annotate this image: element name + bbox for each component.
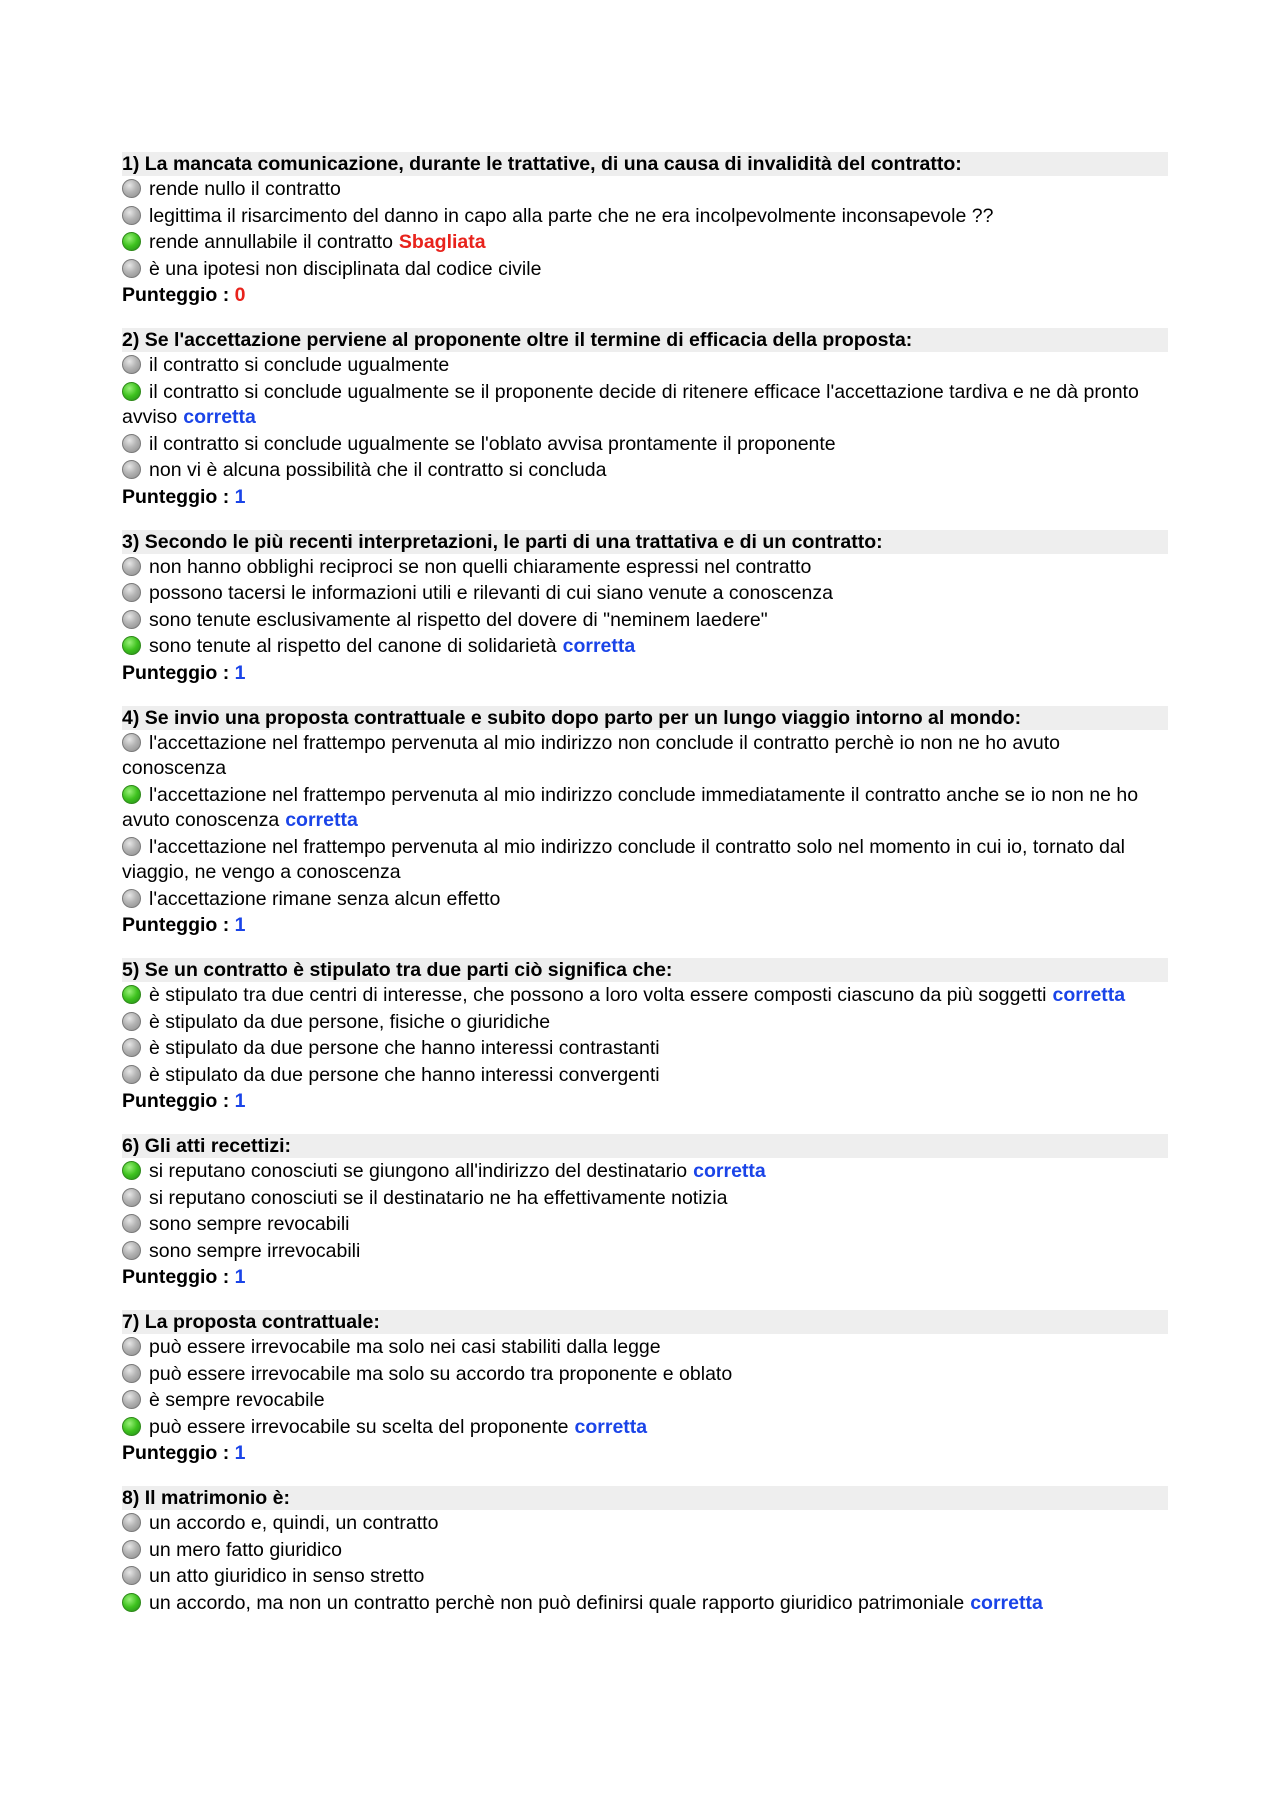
- radio-selected-icon[interactable]: [122, 985, 141, 1004]
- score-line: [122, 1441, 1168, 1466]
- question-number: 2): [122, 329, 140, 351]
- answer-option: [122, 353, 1168, 379]
- answer-text: un accordo, ma non un contratto perchè non può definirsi quale rapporto giuridico patrimoniale: [149, 1591, 965, 1614]
- answer-option: [122, 257, 1168, 283]
- answer-option: [122, 1159, 1168, 1185]
- answer-text: non hanno obblighi reciproci se non quelli chiaramente espressi nel contratto: [149, 555, 812, 578]
- answer-option: [122, 983, 1168, 1009]
- radio-unselected-icon[interactable]: [122, 1038, 141, 1057]
- radio-unselected-icon[interactable]: [122, 837, 141, 856]
- answer-text: è stipulato da due persone che hanno interessi contrastanti: [149, 1037, 660, 1059]
- radio-unselected-icon[interactable]: [122, 1241, 141, 1260]
- answer-text: può essere irrevocabile ma solo su accordo tra proponente e oblato: [149, 1362, 733, 1385]
- question-block: [122, 1134, 1168, 1290]
- answer-text: è stipulato tra due centri di interesse, che possono a loro volta essere composti ciascuno da più soggetti: [149, 984, 1047, 1006]
- question-title: [122, 1486, 1168, 1510]
- quiz-results: [122, 152, 1168, 1636]
- answer-text: è sempre revocabile: [149, 1389, 325, 1411]
- answer-option: [122, 177, 1168, 203]
- radio-selected-icon[interactable]: [122, 785, 141, 804]
- question-text: Secondo le più recenti interpretazioni, le parti di una trattativa e di un contratto:: [144, 530, 883, 553]
- score-label: Punteggio :: [122, 661, 230, 684]
- score-value: 1: [234, 914, 246, 936]
- score-value: 0: [234, 284, 246, 306]
- answer-text: sono sempre revocabili: [149, 1213, 350, 1235]
- answer-text: l'accettazione nel frattempo pervenuta al mio indirizzo conclude immediatamente il contratto anche se io non ne ho avuto conoscenza: [122, 783, 1139, 831]
- answer-text: può essere irrevocabile ma solo nei casi stabiliti dalla legge: [149, 1336, 661, 1358]
- question-text: Se un contratto è stipulato tra due parti ciò significa che:: [144, 959, 673, 981]
- question-number: 5): [122, 959, 140, 981]
- answer-option: [122, 1010, 1168, 1036]
- answer-option: [122, 1036, 1168, 1062]
- answer-text: si reputano conosciuti se il destinatario ne ha effettivamente notizia: [149, 1186, 728, 1209]
- answer-verdict: corretta: [183, 406, 256, 428]
- question-number: 3): [122, 530, 140, 553]
- answer-option: [122, 1564, 1168, 1590]
- question-block: [122, 706, 1168, 939]
- answer-text: il contratto si conclude ugualmente se l'oblato avvisa prontamente il proponente: [149, 432, 836, 455]
- answer-option: [122, 380, 1168, 431]
- radio-unselected-icon[interactable]: [122, 889, 141, 908]
- radio-selected-icon[interactable]: [122, 1161, 141, 1180]
- radio-selected-icon[interactable]: [122, 382, 141, 401]
- radio-unselected-icon[interactable]: [122, 557, 141, 576]
- answer-option: [122, 555, 1168, 581]
- radio-unselected-icon[interactable]: [122, 460, 141, 479]
- answer-option: [122, 432, 1168, 458]
- answer-option: [122, 1415, 1168, 1441]
- score-label: Punteggio :: [122, 914, 230, 936]
- answer-option: [122, 887, 1168, 913]
- score-line: [122, 485, 1168, 510]
- answer-text: è una ipotesi non disciplinata dal codice civile: [149, 257, 542, 280]
- answer-option: [122, 1335, 1168, 1361]
- answer-option: [122, 1239, 1168, 1265]
- answer-option: [122, 1212, 1168, 1238]
- answer-text: un atto giuridico in senso stretto: [149, 1565, 425, 1587]
- answer-option: [122, 1063, 1168, 1089]
- answer-verdict: corretta: [970, 1591, 1043, 1614]
- question-block: [122, 152, 1168, 308]
- question-title: [122, 706, 1168, 730]
- score-value: 1: [234, 1090, 246, 1112]
- radio-unselected-icon[interactable]: [122, 434, 141, 453]
- answer-text: un accordo e, quindi, un contratto: [149, 1512, 439, 1534]
- answer-text: rende nullo il contratto: [149, 178, 341, 200]
- radio-unselected-icon[interactable]: [122, 1337, 141, 1356]
- answer-option: [122, 783, 1168, 834]
- question-number: 1): [122, 153, 140, 175]
- question-title: [122, 1310, 1168, 1334]
- question-block: [122, 530, 1168, 686]
- score-label: Punteggio :: [122, 284, 230, 306]
- score-value: 1: [234, 661, 246, 684]
- answer-option: [122, 1388, 1168, 1414]
- radio-unselected-icon[interactable]: [122, 1364, 141, 1383]
- question-text: Se l'accettazione perviene al proponente oltre il termine di efficacia della proposta:: [144, 329, 913, 351]
- answer-option: [122, 1511, 1168, 1537]
- question-text: Se invio una proposta contrattuale e subito dopo parto per un lungo viaggio intorno al mondo:: [144, 706, 1022, 729]
- answer-option: [122, 1362, 1168, 1388]
- radio-unselected-icon[interactable]: [122, 1540, 141, 1559]
- radio-unselected-icon[interactable]: [122, 610, 141, 629]
- radio-selected-icon[interactable]: [122, 1417, 141, 1436]
- question-number: 6): [122, 1135, 140, 1157]
- answer-verdict: corretta: [693, 1160, 766, 1182]
- answer-option: [122, 230, 1168, 256]
- question-block: [122, 958, 1168, 1114]
- answer-text: sono sempre irrevocabili: [149, 1239, 361, 1262]
- answer-text: il contratto si conclude ugualmente: [149, 354, 450, 376]
- question-text: La mancata comunicazione, durante le trattative, di una causa di invalidità del contratto:: [144, 153, 962, 175]
- radio-unselected-icon[interactable]: [122, 733, 141, 752]
- answer-text: un mero fatto giuridico: [149, 1538, 342, 1561]
- radio-unselected-icon[interactable]: [122, 206, 141, 225]
- score-label: Punteggio :: [122, 485, 230, 508]
- answer-text: sono tenute esclusivamente al rispetto del dovere di "neminem laedere": [149, 608, 768, 631]
- question-block: [122, 1486, 1168, 1616]
- radio-unselected-icon[interactable]: [122, 1065, 141, 1084]
- question-title: [122, 1134, 1168, 1158]
- radio-unselected-icon[interactable]: [122, 1188, 141, 1207]
- question-number: 7): [122, 1311, 140, 1333]
- question-title: [122, 328, 1168, 352]
- score-line: [122, 1089, 1168, 1114]
- answer-text: legittima il risarcimento del danno in capo alla parte che ne era incolpevolmente inconsapevole ??: [149, 204, 994, 227]
- answer-text: l'accettazione nel frattempo pervenuta al mio indirizzo non conclude il contratto perchè io non ne ho avuto conoscenza: [122, 731, 1061, 779]
- score-line: [122, 661, 1168, 686]
- answer-text: rende annullabile il contratto: [149, 231, 393, 253]
- answer-option: [122, 581, 1168, 607]
- radio-selected-icon[interactable]: [122, 1593, 141, 1612]
- score-line: [122, 1265, 1168, 1290]
- radio-unselected-icon[interactable]: [122, 583, 141, 602]
- answer-option: [122, 634, 1168, 660]
- score-line: [122, 913, 1168, 938]
- answer-text: è stipulato da due persone che hanno interessi convergenti: [149, 1063, 660, 1086]
- answer-option: [122, 458, 1168, 484]
- answer-option: [122, 731, 1168, 782]
- question-title: [122, 958, 1168, 982]
- question-number: 8): [122, 1487, 140, 1509]
- answer-text: è stipulato da due persone, fisiche o giuridiche: [149, 1010, 551, 1033]
- score-value: 1: [234, 485, 246, 508]
- radio-unselected-icon[interactable]: [122, 259, 141, 278]
- radio-unselected-icon[interactable]: [122, 1566, 141, 1585]
- answer-text: sono tenute al rispetto del canone di solidarietà: [149, 635, 557, 657]
- score-label: Punteggio :: [122, 1442, 230, 1464]
- answer-option: [122, 1591, 1168, 1617]
- answer-verdict: Sbagliata: [398, 231, 486, 253]
- answer-option: [122, 1538, 1168, 1564]
- answer-verdict: corretta: [574, 1415, 648, 1438]
- answer-verdict: corretta: [562, 635, 636, 657]
- score-value: 1: [234, 1442, 246, 1464]
- score-line: [122, 283, 1168, 308]
- answer-option: [122, 1186, 1168, 1212]
- question-block: [122, 1310, 1168, 1466]
- question-title: [122, 530, 1168, 554]
- question-number: 4): [122, 706, 140, 729]
- radio-unselected-icon[interactable]: [122, 1390, 141, 1409]
- question-text: Gli atti recettizi:: [144, 1135, 292, 1157]
- answer-text: non vi è alcuna possibilità che il contratto si concluda: [149, 459, 607, 481]
- radio-unselected-icon[interactable]: [122, 1513, 141, 1532]
- score-label: Punteggio :: [122, 1266, 230, 1288]
- radio-unselected-icon[interactable]: [122, 1214, 141, 1233]
- score-value: 1: [234, 1266, 246, 1288]
- answer-text: il contratto si conclude ugualmente se il proponente decide di ritenere efficace l'accettazione tardiva e ne dà pronto avviso: [122, 380, 1139, 428]
- answer-option: [122, 204, 1168, 230]
- radio-selected-icon[interactable]: [122, 636, 141, 655]
- question-block: [122, 328, 1168, 510]
- answer-option: [122, 835, 1168, 886]
- radio-unselected-icon[interactable]: [122, 179, 141, 198]
- answer-verdict: corretta: [1052, 984, 1126, 1006]
- answer-text: l'accettazione rimane senza alcun effetto: [149, 887, 501, 910]
- radio-unselected-icon[interactable]: [122, 1012, 141, 1031]
- answer-verdict: corretta: [285, 809, 358, 831]
- question-text: La proposta contrattuale:: [144, 1311, 380, 1333]
- radio-selected-icon[interactable]: [122, 232, 141, 251]
- answer-text: si reputano conosciuti se giungono all'indirizzo del destinatario: [149, 1160, 688, 1182]
- answer-option: [122, 608, 1168, 634]
- question-text: Il matrimonio è:: [144, 1487, 290, 1509]
- answer-text: l'accettazione nel frattempo pervenuta al mio indirizzo conclude il contratto solo nel momento in cui io, tornato dal viaggio, ne vengo a conoscenza: [122, 835, 1125, 883]
- answer-text: può essere irrevocabile su scelta del proponente: [149, 1415, 569, 1438]
- score-label: Punteggio :: [122, 1090, 230, 1112]
- answer-text: possono tacersi le informazioni utili e rilevanti di cui siano venute a conoscenza: [149, 582, 833, 604]
- question-title: [122, 152, 1168, 176]
- radio-unselected-icon[interactable]: [122, 355, 141, 374]
